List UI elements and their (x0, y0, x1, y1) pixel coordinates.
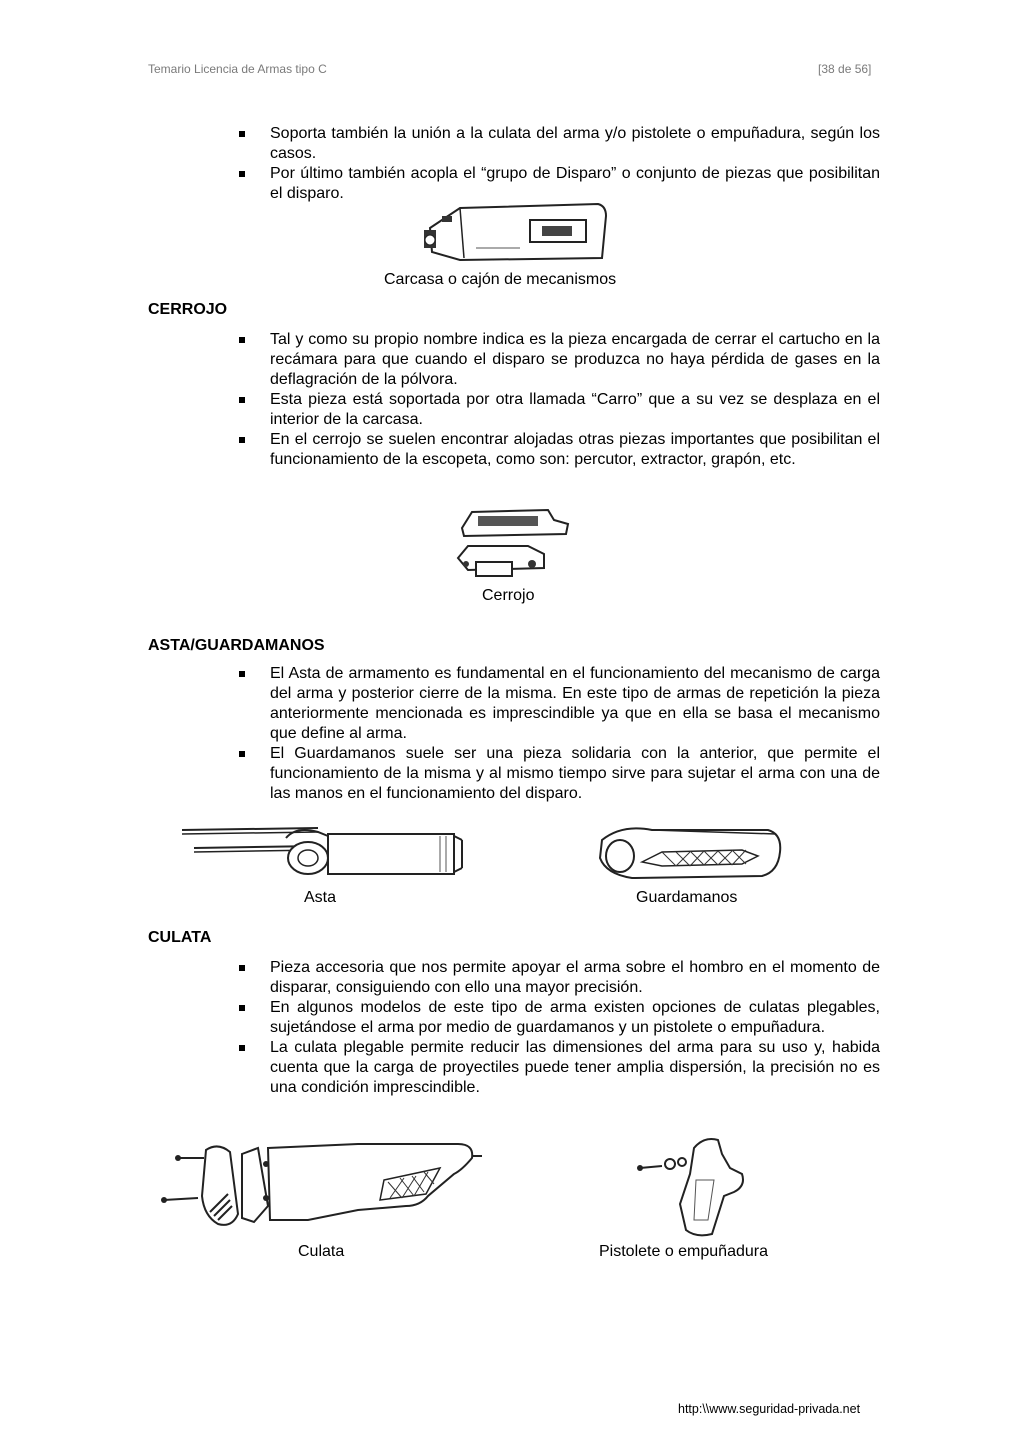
list-item: En el cerrojo se suelen encontrar alojadas otras piezas importantes que posibilitan el funcionamiento de la escopeta, como son: percutor, extractor, grapón, etc. (232, 430, 880, 470)
list-item: El Guardamanos suele ser una pieza solidaria con la anterior, que permite el funcionamiento de la misma y al mismo tiempo sirve para sujetar el arma con una de las manos en el funcionamiento del disparo. (232, 744, 880, 804)
pistolete-illustration (634, 1134, 748, 1240)
running-header-title: Temario Licencia de Armas tipo C (148, 62, 327, 76)
list-item: Tal y como su propio nombre indica es la pieza encargada de cerrar el cartucho en la recámara para que cuando el disparo se produzca no haya pérdida de gases en la deflagración de la pólvora. (232, 330, 880, 390)
guardamanos-caption: Guardamanos (636, 889, 738, 906)
list-item: La culata plegable permite reducir las dimensiones del arma para su uso y, habida cuenta que la carga de proyectiles puede tener amplia dispersión, la precisión no es una condición imprescindible. (232, 1038, 880, 1098)
section-title-culata: CULATA (148, 929, 212, 946)
intro-bullet-list (232, 124, 880, 204)
carcasa-caption: Carcasa o cajón de mecanismos (384, 271, 617, 288)
guardamanos-illustration (592, 822, 788, 882)
list-item: Por último también acopla el “grupo de Disparo” o conjunto de piezas que posibilitan el disparo. (232, 164, 880, 204)
cerrojo-caption: Cerrojo (482, 587, 535, 604)
page-number: [38 de 56] (818, 62, 872, 76)
list-item: Esta pieza está soportada por otra llamada “Carro” que a su vez se desplaza en el interior de la carcasa. (232, 390, 880, 430)
pistolete-caption: Pistolete o empuñadura (599, 1243, 768, 1260)
list-item: Soporta también la unión a la culata del arma y/o pistolete o empuñadura, según los casos. (232, 124, 880, 164)
culata-caption: Culata (298, 1243, 345, 1260)
list-item: Pieza accesoria que nos permite apoyar el arma sobre el hombro en el momento de disparar, consiguiendo con ello una mayor precisión. (232, 958, 880, 998)
culata-bullet-list (232, 958, 880, 1098)
section-title-asta-guardamanos: ASTA/GUARDAMANOS (148, 637, 325, 654)
cerrojo-bullet-list (232, 330, 880, 470)
footer-url[interactable]: http:\\www.seguridad-privada.net (678, 1402, 861, 1416)
carcasa-illustration (420, 200, 610, 266)
list-item: El Asta de armamento es fundamental en el funcionamiento del mecanismo de carga del arma y posterior cierre de la misma. En este tipo de armas de repetición la pieza anteriormente mencionada es imprescindible ya que en ella se basa el mecanismo que define al arma. (232, 664, 880, 744)
cerrojo-illustration (448, 506, 572, 584)
asta-bullet-list (232, 664, 880, 804)
list-item: En algunos modelos de este tipo de arma existen opciones de culatas plegables, sujetándose el arma por medio de guardamanos y un pistolete o empuñadura. (232, 998, 880, 1038)
culata-illustration (158, 1136, 488, 1236)
asta-illustration (178, 818, 468, 880)
section-title-cerrojo: CERROJO (148, 301, 228, 318)
asta-caption: Asta (304, 889, 337, 906)
